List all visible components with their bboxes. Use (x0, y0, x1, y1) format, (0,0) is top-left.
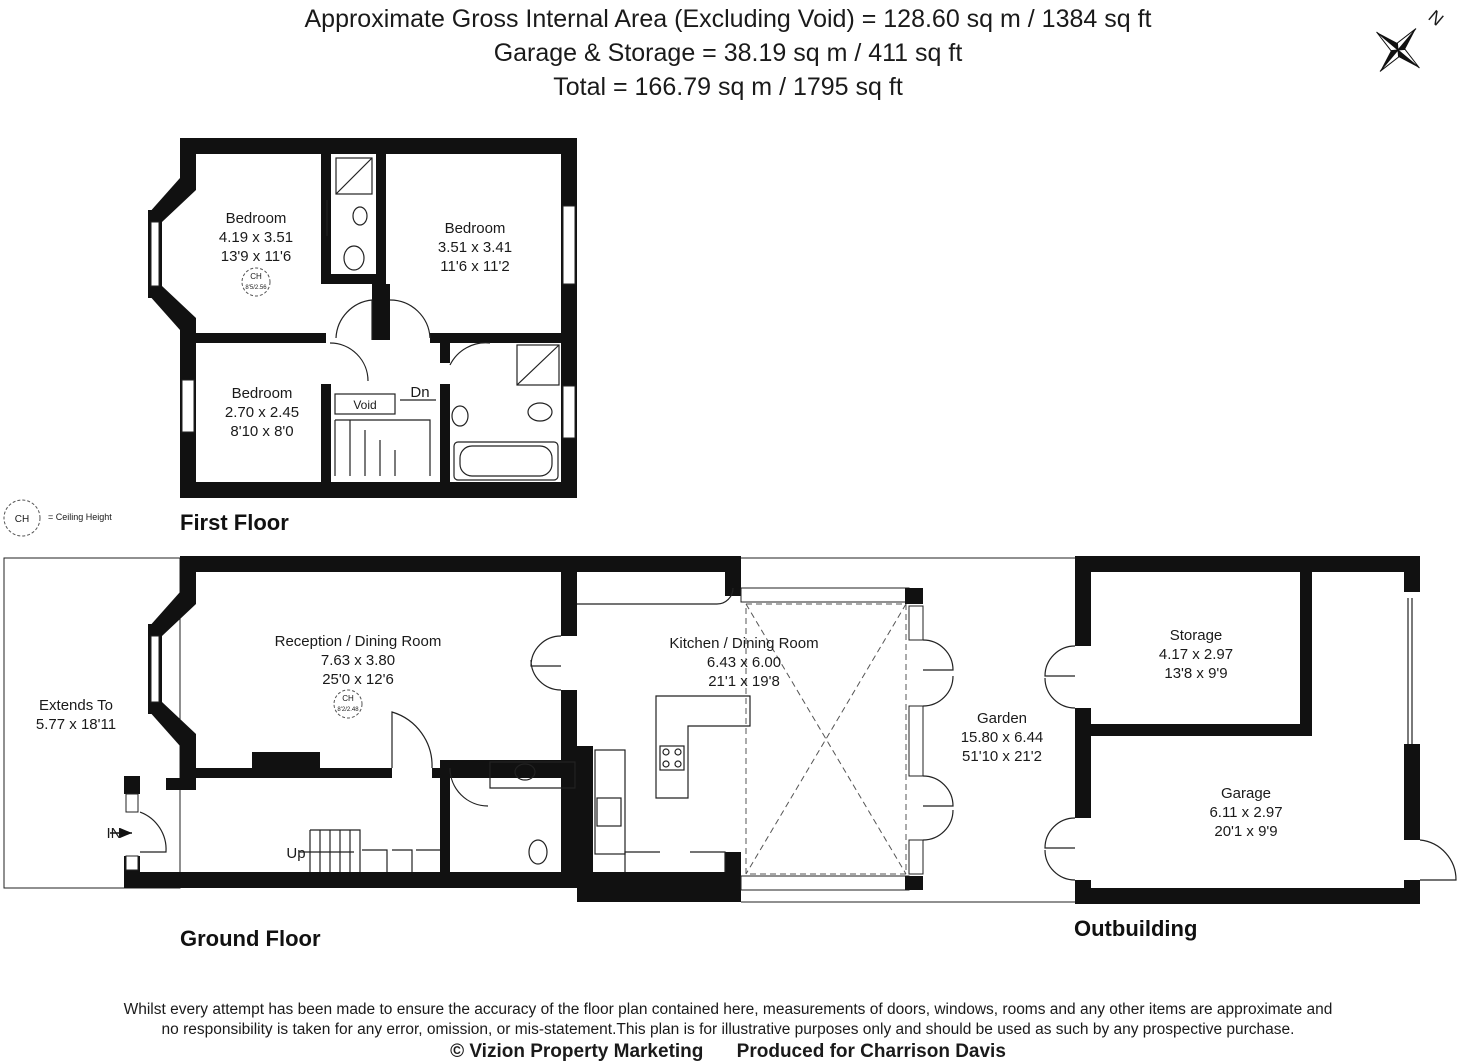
ground-floor-stairs-label: Up (286, 845, 306, 862)
garage-name: Garage (1220, 785, 1272, 802)
disclaimer-line-1: Whilst every attempt has been made to ensure the accuracy of the floor plan contained here, measurements of doors, windows, rooms and any other items are approximate and (123, 1001, 1333, 1018)
garden-name: Garden (976, 710, 1028, 727)
bedroom-2 (438, 220, 512, 275)
first-floor-stairs-label: Dn (410, 384, 430, 401)
bedroom-3-metric: 2.70 x 2.45 (224, 404, 300, 421)
bedroom-3 (225, 385, 299, 440)
reception-ch-symbol: CH (342, 694, 354, 703)
kitchen-imperial: 21'1 x 19'8 (708, 673, 780, 690)
entry-label: IN (106, 825, 122, 842)
garage-room (1209, 785, 1282, 840)
compass-rose-icon (1359, 11, 1438, 90)
legend-symbol: CH (14, 514, 30, 525)
garden-metric: 15.80 x 6.44 (960, 729, 1044, 746)
bedroom-1-imperial: 13'9 x 11'6 (220, 248, 292, 265)
void-label: Void (353, 398, 377, 412)
bedroom-1 (219, 210, 293, 296)
bedroom-1-ceiling-height: 8'5/2.56 (245, 285, 267, 291)
bedroom-1-metric: 4.19 x 3.51 (218, 229, 294, 246)
kitchen-dining-room (669, 635, 818, 690)
bedroom-2-imperial: 11'6 x 11'2 (440, 258, 510, 275)
garden-imperial: 51'10 x 21'2 (962, 748, 1042, 765)
first-floor-plan (148, 138, 577, 498)
garage-storage-area: Garage & Storage = 38.19 sq m / 411 sq ft (493, 39, 963, 67)
gross-internal-area: Approximate Gross Internal Area (Excluding Void) = 128.60 sq m / 1384 sq ft (304, 5, 1152, 33)
credits (0, 1041, 1456, 1063)
reception-name: Reception / Dining Room (274, 633, 442, 650)
kitchen-metric: 6.43 x 6.00 (706, 654, 782, 671)
ceiling-height-legend (4, 500, 112, 536)
garage-imperial: 20'1 x 9'9 (1214, 823, 1278, 840)
ground-floor-plan (4, 556, 953, 902)
reception-dining-room (275, 633, 442, 718)
extends-to-name: Extends To (39, 697, 113, 714)
reception-metric: 7.63 x 3.80 (320, 652, 396, 669)
total-area: Total = 166.79 sq m / 1795 sq ft (553, 73, 903, 101)
bedroom-1-name: Bedroom (225, 210, 287, 227)
legend-text: = Ceiling Height (48, 512, 112, 522)
storage-room (1159, 627, 1233, 682)
storage-name: Storage (1169, 627, 1223, 644)
first-floor-title: First Floor (180, 510, 289, 535)
storage-imperial: 13'8 x 9'9 (1164, 665, 1228, 682)
extends-to-dims: 5.77 x 18'11 (35, 716, 117, 733)
footer (0, 1000, 1456, 1063)
copyright: © Vizion Property Marketing (450, 1041, 704, 1062)
outbuilding-plan (1045, 556, 1456, 904)
extends-to-area (36, 697, 116, 733)
disclaimer-line-2: no responsibility is taken for any error, omission, or mis-statement.This plan is for illustrative purposes only and should be used as such by any prospective purchase. (161, 1021, 1295, 1038)
kitchen-name: Kitchen / Dining Room (669, 635, 819, 652)
bedroom-2-name: Bedroom (444, 220, 506, 237)
bedroom-2-metric: 3.51 x 3.41 (437, 239, 513, 256)
ground-floor-title: Ground Floor (180, 926, 321, 951)
garden-area (741, 558, 1075, 902)
garage-metric: 6.11 x 2.97 (1209, 804, 1283, 821)
bedroom-1-ch-symbol: CH (250, 272, 262, 281)
bedroom-3-imperial: 8'10 x 8'0 (230, 423, 294, 440)
bedroom-3-name: Bedroom (231, 385, 293, 402)
reception-ceiling-height: 8'2/2.48 (337, 707, 359, 713)
storage-metric: 4.17 x 2.97 (1158, 646, 1234, 663)
reception-imperial: 25'0 x 12'6 (322, 671, 394, 688)
compass-north-label: N (1424, 6, 1448, 30)
produced-for: Produced for Charrison Davis (736, 1041, 1006, 1062)
outbuilding-title: Outbuilding (1074, 916, 1198, 941)
